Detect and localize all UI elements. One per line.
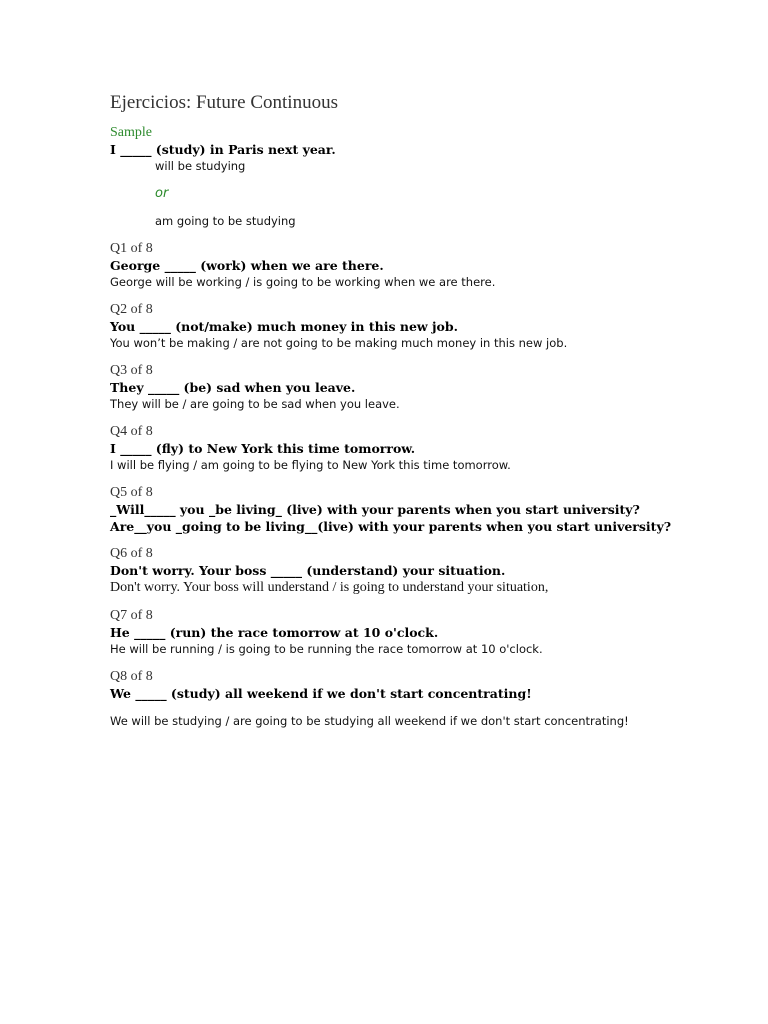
sample-answer-2: am going to be studying [155,214,296,228]
q1-heading: Q1 of 8 [110,241,153,256]
q2-answer: You won’t be making / are not going to be making much money in this new job. [110,336,568,350]
q3-heading: Q3 of 8 [110,363,153,378]
q6-heading: Q6 of 8 [110,546,153,561]
q8-answer: We will be studying / are going to be studying all weekend if we don't start concentrating! [110,714,629,728]
q2-heading: Q2 of 8 [110,302,153,317]
q4-heading: Q4 of 8 [110,424,153,439]
page-title: Ejercicios: Future Continuous [110,92,338,113]
q2-prompt: You _____ (not/make) much money in this new job. [110,319,458,334]
sample-or: or [155,186,169,201]
q8-prompt: We _____ (study) all weekend if we don't start concentrating! [110,686,532,701]
q7-heading: Q7 of 8 [110,608,153,623]
q8-heading: Q8 of 8 [110,669,153,684]
sample-answer-1: will be studying [155,159,246,173]
q5-answer: Are__you _going to be living__(live) with your parents when you start university? [110,519,672,534]
q3-answer: They will be / are going to be sad when you leave. [110,397,400,411]
q4-prompt: I _____ (fly) to New York this time tomorrow. [110,441,416,456]
q1-prompt: George _____ (work) when we are there. [110,258,384,273]
q4-answer: I will be flying / am going to be flying to New York this time tomorrow. [110,458,511,472]
q3-prompt: They _____ (be) sad when you leave. [110,380,356,395]
q6-answer: Don't worry. Your boss will understand / is going to understand your situation, [110,580,549,595]
q5-heading: Q5 of 8 [110,485,153,500]
q6-prompt: Don't worry. Your boss _____ (understand) your situation. [110,563,506,578]
sample-label: Sample [110,125,152,140]
sample-prompt: I _____ (study) in Paris next year. [110,142,336,157]
q7-prompt: He _____ (run) the race tomorrow at 10 o'clock. [110,625,439,640]
q5-prompt: _Will_____ you _be living_ (live) with your parents when you start university? [110,502,640,517]
q7-answer: He will be running / is going to be running the race tomorrow at 10 o'clock. [110,642,543,656]
q1-answer: George will be working / is going to be working when we are there. [110,275,496,289]
